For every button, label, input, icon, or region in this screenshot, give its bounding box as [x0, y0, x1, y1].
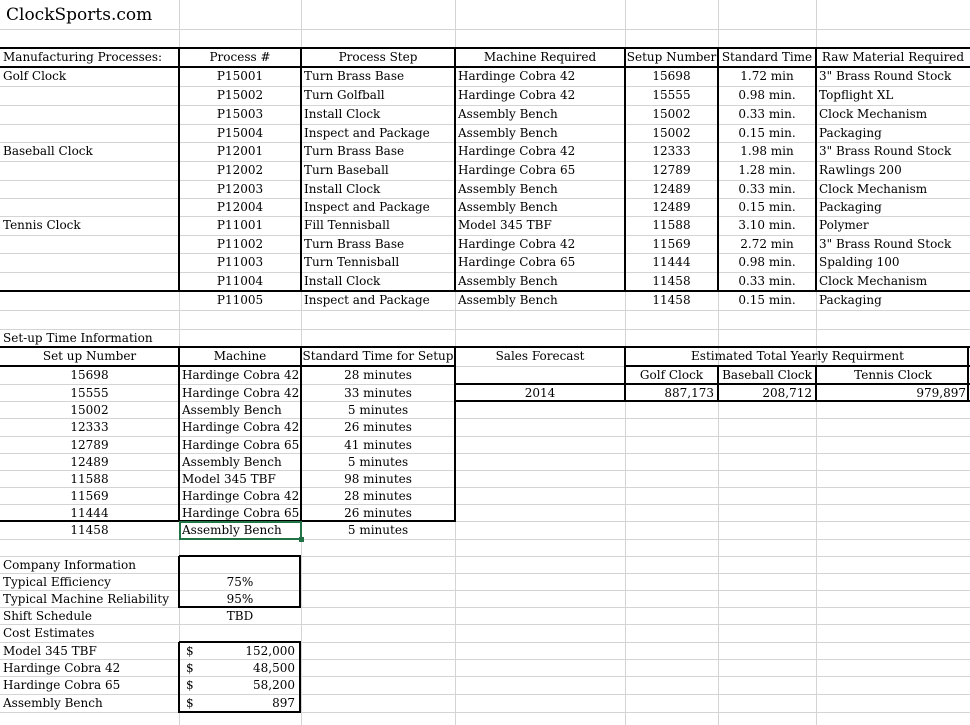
mfg-product-cell[interactable]: Tennis Clock	[3, 218, 81, 232]
cost-label-cell[interactable]: Assembly Bench	[3, 696, 103, 710]
forecast-col-golf[interactable]: Golf Clock	[639, 368, 704, 382]
mfg-step-cell[interactable]: Inspect and Package	[304, 200, 430, 214]
setup-number-cell[interactable]: 11569	[70, 489, 109, 503]
mfg-setup-cell[interactable]: 11458	[652, 293, 691, 307]
mfg-setup-cell[interactable]: 15698	[652, 69, 691, 83]
setup-header-cell[interactable]: Standard Time for Setup	[302, 349, 454, 363]
mfg-header-cell[interactable]: Process #	[209, 50, 271, 64]
mfg-setup-cell[interactable]: 11588	[652, 218, 691, 232]
mfg-material-cell[interactable]: 3" Brass Round Stock	[819, 237, 952, 251]
setup-time-cell[interactable]: 26 minutes	[344, 420, 412, 434]
forecast-col-baseball[interactable]: Baseball Clock	[722, 368, 812, 382]
company-value-cell[interactable]: TBD	[226, 609, 254, 623]
setup-time-cell[interactable]: 26 minutes	[344, 506, 412, 520]
mfg-machine-cell[interactable]: Assembly Bench	[458, 182, 558, 196]
mfg-process-cell[interactable]: P12003	[216, 182, 264, 196]
cost-label-cell[interactable]: Hardinge Cobra 65	[3, 678, 121, 692]
company-label-cell[interactable]: Typical Machine Reliability	[3, 592, 169, 606]
mfg-machine-cell[interactable]: Hardinge Cobra 42	[458, 88, 576, 102]
cost-label-cell[interactable]: Hardinge Cobra 42	[3, 661, 121, 675]
mfg-setup-cell[interactable]: 15555	[652, 88, 691, 102]
setup-number-cell[interactable]: 11458	[70, 523, 109, 537]
mfg-process-cell[interactable]: P11004	[216, 274, 264, 288]
setup-machine-cell[interactable]: Assembly Bench	[182, 403, 282, 417]
setup-number-cell[interactable]: 15698	[70, 368, 109, 382]
mfg-step-cell[interactable]: Install Clock	[304, 107, 381, 121]
mfg-product-cell[interactable]	[0, 292, 179, 309]
setup-time-cell[interactable]: 28 minutes	[344, 489, 412, 503]
mfg-machine-cell[interactable]: Assembly Bench	[458, 200, 558, 214]
mfg-header-cell[interactable]: Standard Time	[721, 50, 813, 64]
mfg-time-cell[interactable]: 0.15 min.	[738, 200, 796, 214]
setup-header-cell[interactable]: Machine	[213, 349, 267, 363]
setup-machine-cell[interactable]: Hardinge Cobra 65	[182, 506, 300, 520]
mfg-material-cell[interactable]: Topflight XL	[819, 88, 894, 102]
cost-value-cell[interactable]: 58,200	[253, 678, 295, 692]
setup-time-cell[interactable]: 5 minutes	[347, 523, 409, 537]
sheet-title[interactable]: ClockSports.com	[6, 5, 153, 25]
mfg-machine-cell[interactable]: Hardinge Cobra 42	[458, 69, 576, 83]
mfg-setup-cell[interactable]: 11458	[652, 274, 691, 288]
mfg-process-cell[interactable]: P15004	[216, 126, 264, 140]
mfg-setup-cell[interactable]: 12789	[652, 163, 691, 177]
mfg-process-cell[interactable]: P12002	[216, 163, 264, 177]
mfg-machine-cell[interactable]: Assembly Bench	[458, 107, 558, 121]
company-section-label[interactable]: Company Information	[3, 558, 136, 572]
setup-time-cell[interactable]: 33 minutes	[344, 386, 412, 400]
mfg-product-cell[interactable]	[0, 125, 179, 142]
mfg-process-cell[interactable]: P15002	[216, 88, 264, 102]
mfg-time-cell[interactable]: 1.98 min	[740, 144, 794, 158]
mfg-setup-cell[interactable]: 12333	[652, 144, 691, 158]
mfg-step-cell[interactable]: Turn Golfball	[304, 88, 385, 102]
company-value-cell[interactable]: 75%	[226, 575, 254, 589]
mfg-process-cell[interactable]: P12001	[216, 144, 264, 158]
mfg-machine-cell[interactable]: Hardinge Cobra 65	[458, 255, 576, 269]
mfg-process-cell[interactable]: P12004	[216, 200, 264, 214]
mfg-material-cell[interactable]: Clock Mechanism	[819, 182, 928, 196]
mfg-machine-cell[interactable]: Model 345 TBF	[458, 218, 552, 232]
mfg-product-cell[interactable]	[0, 106, 179, 123]
mfg-product-cell[interactable]	[0, 236, 179, 253]
mfg-time-cell[interactable]: 0.15 min.	[738, 126, 796, 140]
mfg-step-cell[interactable]: Inspect and Package	[304, 126, 430, 140]
setup-time-cell[interactable]: 28 minutes	[344, 368, 412, 382]
mfg-product-cell[interactable]	[0, 181, 179, 198]
mfg-material-cell[interactable]: 3" Brass Round Stock	[819, 69, 952, 83]
mfg-material-cell[interactable]: Spalding 100	[819, 255, 900, 269]
mfg-product-cell[interactable]	[0, 254, 179, 271]
mfg-setup-cell[interactable]: 15002	[652, 107, 691, 121]
mfg-machine-cell[interactable]: Assembly Bench	[458, 274, 558, 288]
mfg-material-cell[interactable]: 3" Brass Round Stock	[819, 144, 952, 158]
mfg-header-cell[interactable]: Raw Material Required	[821, 50, 965, 64]
mfg-process-cell[interactable]: P11003	[216, 255, 264, 269]
mfg-process-cell[interactable]: P15003	[216, 107, 264, 121]
mfg-product-cell[interactable]: Golf Clock	[3, 69, 67, 83]
mfg-time-cell[interactable]: 0.98 min.	[738, 255, 796, 269]
setup-machine-cell[interactable]: Hardinge Cobra 65	[182, 438, 300, 452]
mfg-process-cell[interactable]: P15001	[216, 69, 264, 83]
setup-number-cell[interactable]: 12489	[70, 455, 109, 469]
mfg-process-cell[interactable]: P11005	[216, 293, 264, 307]
setup-header-cell[interactable]: Set up Number	[42, 349, 137, 363]
mfg-step-cell[interactable]: Install Clock	[304, 274, 381, 288]
forecast-baseball-value[interactable]: 208,712	[762, 386, 812, 400]
company-label-cell[interactable]: Shift Schedule	[3, 609, 92, 623]
mfg-time-cell[interactable]: 0.33 min.	[738, 182, 796, 196]
mfg-product-cell[interactable]	[0, 162, 179, 179]
mfg-setup-cell[interactable]: 11569	[652, 237, 691, 251]
mfg-material-cell[interactable]: Packaging	[819, 126, 882, 140]
forecast-golf-value[interactable]: 887,173	[664, 386, 714, 400]
setup-number-cell[interactable]: 12789	[70, 438, 109, 452]
setup-number-cell[interactable]: 11444	[70, 506, 109, 520]
setup-number-cell[interactable]: 12333	[70, 420, 109, 434]
setup-machine-cell[interactable]: Hardinge Cobra 42	[182, 489, 300, 503]
company-label-cell[interactable]: Typical Efficiency	[3, 575, 111, 589]
setup-time-cell[interactable]: 41 minutes	[344, 438, 412, 452]
costs-section-label[interactable]: Cost Estimates	[3, 626, 95, 640]
mfg-setup-cell[interactable]: 15002	[652, 126, 691, 140]
forecast-label[interactable]: Sales Forecast	[495, 349, 585, 363]
mfg-time-cell[interactable]: 3.10 min.	[738, 218, 796, 232]
fill-handle[interactable]	[299, 537, 304, 542]
mfg-material-cell[interactable]: Packaging	[819, 200, 882, 214]
setup-time-cell[interactable]: 5 minutes	[347, 455, 409, 469]
mfg-machine-cell[interactable]: Assembly Bench	[458, 293, 558, 307]
forecast-tennis-value[interactable]: 979,897	[916, 386, 966, 400]
mfg-time-cell[interactable]: 1.72 min	[740, 69, 794, 83]
mfg-product-cell[interactable]	[0, 273, 179, 290]
mfg-setup-cell[interactable]: 11444	[652, 255, 691, 269]
mfg-time-cell[interactable]: 0.33 min.	[738, 107, 796, 121]
active-cell-selection[interactable]	[179, 521, 302, 540]
company-value-cell[interactable]: 95%	[226, 592, 254, 606]
mfg-material-cell[interactable]: Polymer	[819, 218, 869, 232]
setup-machine-cell[interactable]: Hardinge Cobra 42	[182, 368, 300, 382]
cost-currency-symbol[interactable]: $	[186, 678, 194, 692]
mfg-machine-cell[interactable]: Hardinge Cobra 65	[458, 163, 576, 177]
setup-time-cell[interactable]: 98 minutes	[344, 472, 412, 486]
forecast-col-tennis[interactable]: Tennis Clock	[854, 368, 932, 382]
setup-number-cell[interactable]: 15002	[70, 403, 109, 417]
mfg-step-cell[interactable]: Turn Brass Base	[304, 237, 405, 251]
cost-value-cell[interactable]: 152,000	[245, 644, 295, 658]
mfg-material-cell[interactable]: Packaging	[819, 293, 882, 307]
setup-section-label[interactable]: Set-up Time Information	[3, 331, 153, 345]
setup-machine-cell[interactable]: Assembly Bench	[182, 455, 282, 469]
mfg-machine-cell[interactable]: Assembly Bench	[458, 126, 558, 140]
setup-machine-cell[interactable]: Assembly Bench	[182, 523, 282, 537]
mfg-time-cell[interactable]: 0.15 min.	[738, 293, 796, 307]
forecast-year[interactable]: 2014	[524, 386, 556, 400]
mfg-machine-cell[interactable]: Hardinge Cobra 42	[458, 237, 576, 251]
mfg-setup-cell[interactable]: 12489	[652, 182, 691, 196]
mfg-product-cell[interactable]: Baseball Clock	[3, 144, 93, 158]
forecast-req-label[interactable]: Estimated Total Yearly Requirment	[691, 349, 904, 363]
mfg-step-cell[interactable]: Turn Brass Base	[304, 144, 405, 158]
cost-currency-symbol[interactable]: $	[186, 661, 194, 675]
mfg-header-cell[interactable]: Process Step	[338, 50, 418, 64]
mfg-step-cell[interactable]: Turn Tennisball	[304, 255, 400, 269]
mfg-step-cell[interactable]: Turn Baseball	[304, 163, 389, 177]
mfg-step-cell[interactable]: Install Clock	[304, 182, 381, 196]
cost-label-cell[interactable]: Model 345 TBF	[3, 644, 97, 658]
cost-value-cell[interactable]: 48,500	[253, 661, 295, 675]
setup-machine-cell[interactable]: Hardinge Cobra 42	[182, 386, 300, 400]
mfg-time-cell[interactable]: 1.28 min.	[738, 163, 796, 177]
mfg-process-cell[interactable]: P11001	[216, 218, 264, 232]
mfg-machine-cell[interactable]: Hardinge Cobra 42	[458, 144, 576, 158]
setup-machine-cell[interactable]: Model 345 TBF	[182, 472, 276, 486]
mfg-product-cell[interactable]	[0, 87, 179, 104]
mfg-header-cell[interactable]: Machine Required	[483, 50, 597, 64]
cost-value-cell[interactable]: 897	[272, 696, 295, 710]
mfg-step-cell[interactable]: Inspect and Package	[304, 293, 430, 307]
setup-number-cell[interactable]: 15555	[70, 386, 109, 400]
setup-time-cell[interactable]: 5 minutes	[347, 403, 409, 417]
setup-number-cell[interactable]: 11588	[70, 472, 109, 486]
mfg-material-cell[interactable]: Rawlings 200	[819, 163, 902, 177]
mfg-header-cell[interactable]: Setup Number	[626, 50, 717, 64]
mfg-material-cell[interactable]: Clock Mechanism	[819, 274, 928, 288]
mfg-setup-cell[interactable]: 12489	[652, 200, 691, 214]
cost-currency-symbol[interactable]: $	[186, 696, 194, 710]
mfg-material-cell[interactable]: Clock Mechanism	[819, 107, 928, 121]
mfg-step-cell[interactable]: Fill Tennisball	[304, 218, 390, 232]
mfg-process-cell[interactable]: P11002	[216, 237, 264, 251]
cost-currency-symbol[interactable]: $	[186, 644, 194, 658]
mfg-time-cell[interactable]: 0.33 min.	[738, 274, 796, 288]
mfg-section-label[interactable]: Manufacturing Processes:	[3, 50, 163, 64]
mfg-time-cell[interactable]: 2.72 min	[740, 237, 794, 251]
setup-machine-cell[interactable]: Hardinge Cobra 42	[182, 420, 300, 434]
mfg-time-cell[interactable]: 0.98 min.	[738, 88, 796, 102]
mfg-step-cell[interactable]: Turn Brass Base	[304, 69, 405, 83]
mfg-product-cell[interactable]	[0, 199, 179, 216]
